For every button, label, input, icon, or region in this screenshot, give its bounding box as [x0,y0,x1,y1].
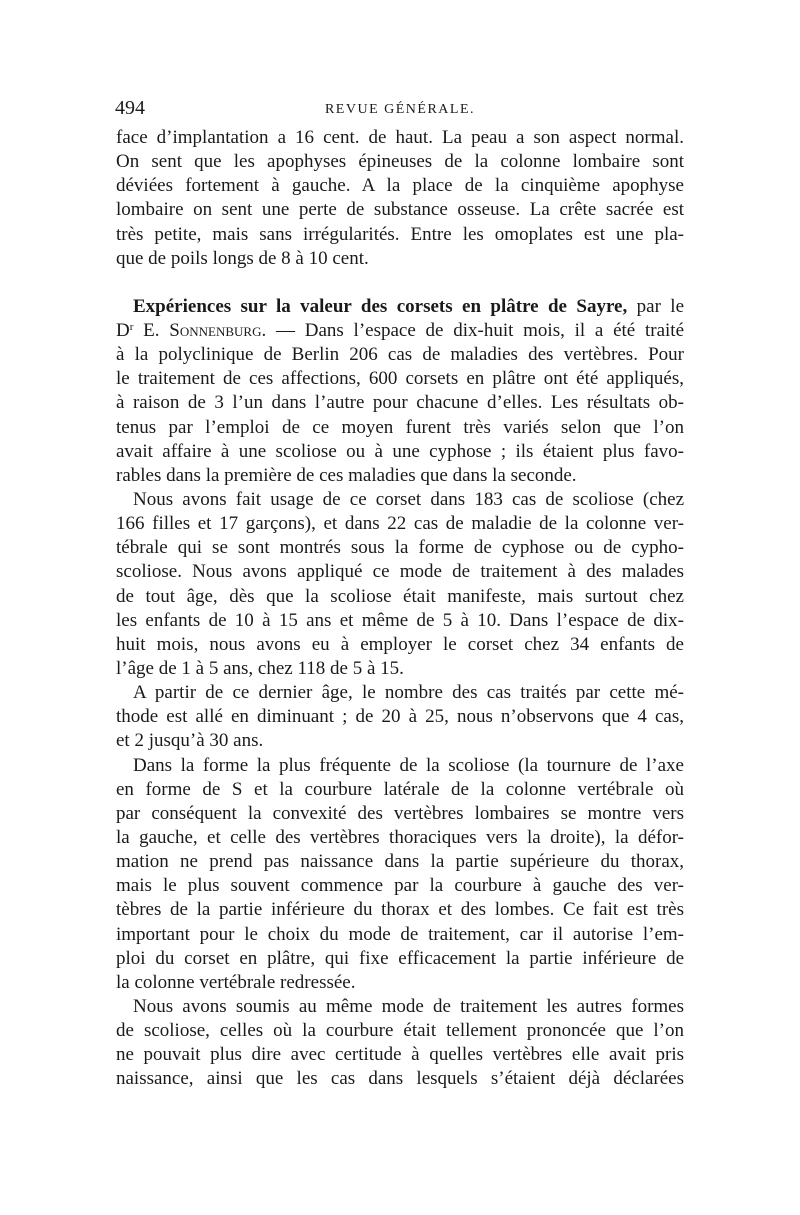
page-number: 494 [115,97,145,119]
running-header [115,96,685,120]
text-line: la gauche, et celle des vertèbres thoraciques vers la droite), la défor- [116,826,684,848]
text-line: de tout âge, dès que la scoliose était manifeste, mais surtout chez [116,585,684,607]
body-text [116,126,684,1091]
text-line: mation ne prend pas naissance dans la partie supérieure du thorax, [116,851,684,873]
author-title: D [116,319,130,341]
text-line: très petite, mais sans irrégularités. Entre les omoplates est une pla- [116,223,684,245]
paragraph-continuation [116,126,684,271]
text-line: A partir de ce dernier âge, le nombre des cas traités par cette mé- [133,682,684,704]
section-sonnenburg [116,295,684,488]
author-line: $D^r$ E. Sonnenburg. — Dans l’espace de dix-huit mois, il a été traité [116,319,684,341]
paragraph [116,488,684,681]
paragraph [116,754,684,995]
text-line: avait affaire à une scoliose ou à une cyphose ; ils étaient plus favo- [116,440,684,462]
text-line: lombaire on sent une perte de substance osseuse. La crête sacrée est [116,199,684,221]
text-line: Dans la forme la plus fréquente de la scoliose (la tournure de l’axe [133,754,684,776]
text-line: et 2 jusqu’à 30 ans. [116,730,264,752]
text-line: que de poils longs de 8 à 10 cent. [116,247,369,269]
text-line: rables dans la première de ces maladies que dans la seconde. [116,464,577,486]
text-line: face d’implantation a 16 cent. de haut. La peau a son aspect normal. [116,127,684,148]
text-line: naissance, ainsi que les cas dans lesquels s’étaient déjà déclarées [116,1068,684,1090]
text-line: ne pouvait plus dire avec certitude à quelles vertèbres elle avait pris [116,1044,684,1066]
text-line: les enfants de 10 à 15 ans et même de 5 à 10. Dans l’espace de dix- [116,609,684,631]
text-line: le traitement de ces affections, 600 corsets en plâtre ont été appliqués, [116,368,684,390]
text-line: la colonne vertébrale redressée. [116,971,356,993]
text-line: On sent que les apophyses épineuses de la colonne lombaire sont [116,151,684,173]
section-heading-line: Expériences sur la valeur des corsets en plâtre de Sayre, par le [133,295,684,317]
text-line: à la polyclinique de Berlin 206 cas de maladies des vertèbres. Pour [116,344,684,366]
text-line: 166 filles et 17 garçons), et dans 22 cas de maladie de la colonne ver- [116,513,684,535]
running-title: REVUE GÉNÉRALE. [324,102,476,117]
text-line: tébrale qui se sont montrés sous la forme de cyphose ou de cypho- [116,537,684,559]
text-line: de scoliose, celles où la courbure était tellement prononcée que l’on [116,1020,684,1042]
text-line: scoliose. Nous avons appliqué ce mode de traitement à des malades [116,561,684,583]
text-line: à raison de 3 l’un dans l’autre pour chacune d’elles. Les résultats ob- [116,392,684,414]
text-line: l’âge de 1 à 5 ans, chez 118 de 5 à 15. [116,657,404,679]
text-line: ploi du corset en plâtre, qui fixe efficacement la partie inférieure de [116,947,684,969]
text-line: Nous avons fait usage de ce corset dans 183 cas de scoliose (chez [133,488,684,510]
text-line: thode est allé en diminuant ; de 20 à 25, nous n’observons que 4 cas, [116,706,684,728]
text-line: tèbres de la partie inférieure du thorax et des lombes. Ce fait est très [116,899,684,921]
text-line: déviées fortement à gauche. A la place de la cinquième apophyse [116,175,684,197]
text-line: important pour le choix du mode de traitement, car il autorise l’em- [116,923,684,945]
text-line: Nous avons soumis au même mode de traitement les autres formes [133,995,684,1017]
text-line: tenus par l’emploi de ce moyen furent très variés selon que l’on [116,416,684,438]
text-line: en forme de S et la courbure latérale de la colonne vertébrale où [116,778,684,800]
text-line: mais le plus souvent commence par la courbure à gauche des ver- [116,875,684,897]
paragraph [116,681,684,753]
text-line: par conséquent la convexité des vertèbres lombaires se montre vers [116,802,684,824]
section-title: Expériences sur la valeur des corsets en plâtre de Sayre, [133,295,628,317]
paragraph [116,995,684,1092]
text-line: huit mois, nous avons eu à employer le corset chez 34 enfants de [116,633,684,655]
author-name: E. Sonnenburg. [143,319,267,341]
